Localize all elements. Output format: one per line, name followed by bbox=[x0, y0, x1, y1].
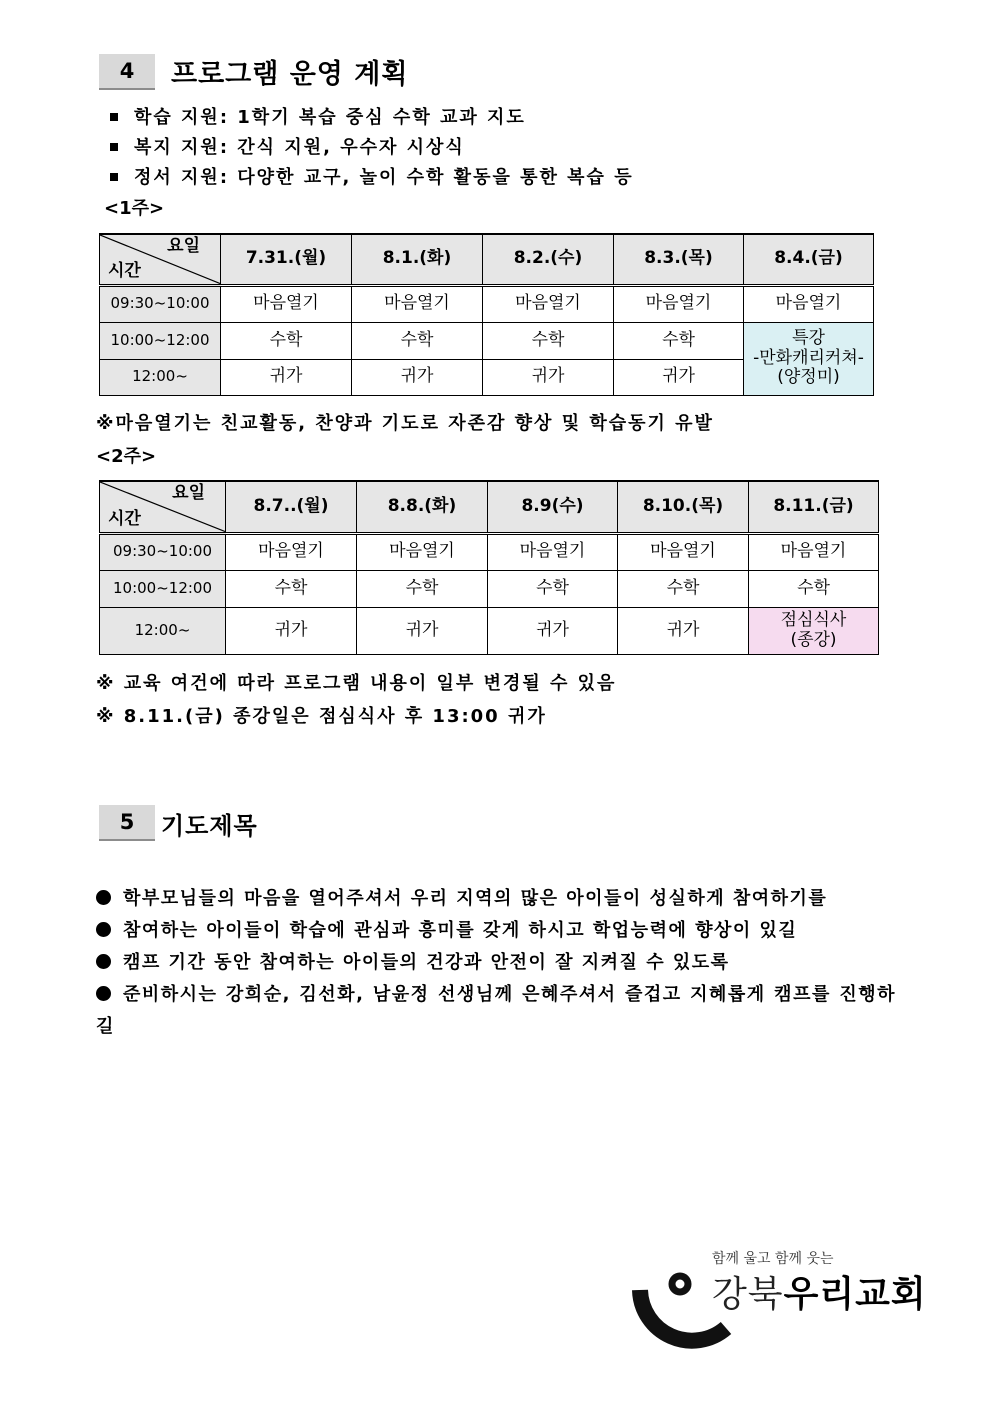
table-cell: 마음열기 bbox=[226, 533, 357, 570]
logo-name-light: 강북 bbox=[712, 1274, 784, 1315]
table-row bbox=[100, 322, 874, 359]
prayer-text: 캠프 기간 동안 참여하는 아이들의 건강과 안전이 잘 지켜질 수 있도록 bbox=[123, 952, 730, 973]
prayer-item bbox=[96, 979, 896, 1043]
time-cell: 10:00~12:00 bbox=[100, 322, 221, 359]
table-cell: 귀가 bbox=[226, 607, 357, 654]
table-row bbox=[100, 533, 879, 570]
special-line: (종강) bbox=[790, 629, 837, 650]
time-cell: 09:30~10:00 bbox=[100, 533, 226, 570]
section-4-header bbox=[99, 52, 408, 91]
table-cell: 귀가 bbox=[618, 607, 749, 654]
section-5-header bbox=[99, 805, 258, 841]
bullet-text: 학습 지원: 1학기 복습 중심 수학 교과 지도 bbox=[134, 107, 526, 128]
corner-label-time: 시간 bbox=[108, 260, 141, 281]
day-header: 8.10.(목) bbox=[618, 481, 749, 533]
bullet-item bbox=[110, 163, 634, 189]
notice-line: ※ 8.11.(금) 종강일은 점심식사 후 13:00 귀가 bbox=[96, 706, 547, 727]
circle-bullet-icon bbox=[96, 922, 111, 937]
table-cell: 귀가 bbox=[488, 607, 618, 654]
special-line: -만화캐리커쳐- bbox=[753, 347, 864, 368]
prayer-item bbox=[96, 883, 896, 915]
section-number: 5 bbox=[99, 805, 155, 841]
time-cell: 12:00~ bbox=[100, 359, 221, 395]
table-cell: 마음열기 bbox=[744, 285, 874, 322]
day-header: 8.11.(금) bbox=[749, 481, 879, 533]
notice-line: ※ 교육 여건에 따라 프로그램 내용이 일부 변경될 수 있음 bbox=[96, 673, 617, 694]
corner-label-time: 시간 bbox=[108, 508, 141, 529]
table-header-row bbox=[100, 481, 879, 533]
week1-note: ※마음열기는 친교활동, 찬양과 기도로 자존감 향상 및 학습동기 유발 bbox=[96, 413, 714, 434]
table-cell: 귀가 bbox=[221, 359, 352, 395]
table-cell: 마음열기 bbox=[749, 533, 879, 570]
table-cell: 마음열기 bbox=[352, 285, 483, 322]
table-cell: 수학 bbox=[352, 322, 483, 359]
table-cell: 마음열기 bbox=[357, 533, 488, 570]
table-cell: 마음열기 bbox=[221, 285, 352, 322]
table-cell: 수학 bbox=[357, 570, 488, 607]
prayer-text: 참여하는 아이들이 학습에 관심과 흥미를 갖게 하시고 학업능력에 향상이 있길 bbox=[123, 920, 798, 941]
table-header-row bbox=[100, 234, 874, 285]
day-header: 8.9(수) bbox=[488, 481, 618, 533]
week2-label: <2주> bbox=[96, 446, 157, 467]
corner-label-day: 요일 bbox=[167, 236, 200, 256]
section-title: 프로그램 운영 계획 bbox=[171, 59, 409, 90]
week1-schedule-table bbox=[99, 233, 874, 396]
table-row bbox=[100, 285, 874, 322]
table-cell: 마음열기 bbox=[614, 285, 744, 322]
table-cell: 귀가 bbox=[357, 607, 488, 654]
week2-schedule-table bbox=[99, 480, 879, 655]
table-cell: 귀가 bbox=[483, 359, 614, 395]
logo-wordmark bbox=[712, 1266, 927, 1317]
prayer-text: 준비하시는 강희순, 김선화, 남윤정 선생님께 은혜주셔서 즐겁고 지혜롭게 캠프를 진행하길 bbox=[96, 984, 896, 1037]
prayer-item bbox=[96, 947, 896, 979]
table-cell: 수학 bbox=[226, 570, 357, 607]
circle-bullet-icon bbox=[96, 986, 111, 1001]
week1-label: <1주> bbox=[104, 198, 165, 219]
special-line: (양정미) bbox=[777, 367, 840, 388]
time-cell: 12:00~ bbox=[100, 607, 226, 654]
day-header: 8.8.(화) bbox=[357, 481, 488, 533]
table-cell: 마음열기 bbox=[488, 533, 618, 570]
prayer-item bbox=[96, 915, 896, 947]
square-bullet-icon bbox=[110, 143, 118, 151]
table-cell: 수학 bbox=[483, 322, 614, 359]
bullet-item bbox=[110, 133, 465, 159]
table-row bbox=[100, 607, 879, 654]
table-cell: 수학 bbox=[221, 322, 352, 359]
section-title: 기도제목 bbox=[161, 811, 258, 840]
special-lecture-cell bbox=[744, 322, 874, 395]
logo-tagline: 함께 울고 함께 웃는 bbox=[712, 1251, 834, 1267]
day-header: 8.3.(목) bbox=[614, 234, 744, 285]
table-cell: 수학 bbox=[488, 570, 618, 607]
table-cell: 수학 bbox=[614, 322, 744, 359]
circle-bullet-icon bbox=[96, 890, 111, 905]
table-row bbox=[100, 570, 879, 607]
section-number: 4 bbox=[99, 54, 155, 90]
time-cell: 09:30~10:00 bbox=[100, 285, 221, 322]
special-line: 특강 bbox=[792, 328, 825, 349]
table-cell: 귀가 bbox=[614, 359, 744, 395]
day-header: 8.2.(수) bbox=[483, 234, 614, 285]
table-cell: 마음열기 bbox=[618, 533, 749, 570]
corner-cell bbox=[100, 234, 221, 285]
corner-label-day: 요일 bbox=[172, 483, 205, 503]
table-cell: 귀가 bbox=[352, 359, 483, 395]
prayer-list bbox=[96, 883, 896, 1043]
day-header: 8.4.(금) bbox=[744, 234, 874, 285]
square-bullet-icon bbox=[110, 113, 118, 121]
final-lunch-cell bbox=[749, 607, 879, 654]
special-line: 점심식사 bbox=[780, 609, 847, 630]
bullet-text: 복지 지원: 간식 지원, 우수자 시상식 bbox=[134, 137, 465, 158]
square-bullet-icon bbox=[110, 173, 118, 181]
table-cell: 수학 bbox=[749, 570, 879, 607]
prayer-text: 학부모님들의 마음을 열어주셔서 우리 지역의 많은 아이들이 성실하게 참여하기를 bbox=[123, 888, 828, 909]
table-cell: 수학 bbox=[618, 570, 749, 607]
day-header: 7.31.(월) bbox=[221, 234, 352, 285]
time-cell: 10:00~12:00 bbox=[100, 570, 226, 607]
logo-name-bold: 우리교회 bbox=[783, 1274, 927, 1315]
day-header: 8.7..(월) bbox=[226, 481, 357, 533]
corner-cell bbox=[100, 481, 226, 533]
circle-bullet-icon bbox=[96, 954, 111, 969]
day-header: 8.1.(화) bbox=[352, 234, 483, 285]
table-cell: 마음열기 bbox=[483, 285, 614, 322]
bullet-text: 정서 지원: 다양한 교구, 놀이 수학 활동을 통한 복습 등 bbox=[134, 167, 634, 188]
bullet-item bbox=[110, 103, 526, 129]
